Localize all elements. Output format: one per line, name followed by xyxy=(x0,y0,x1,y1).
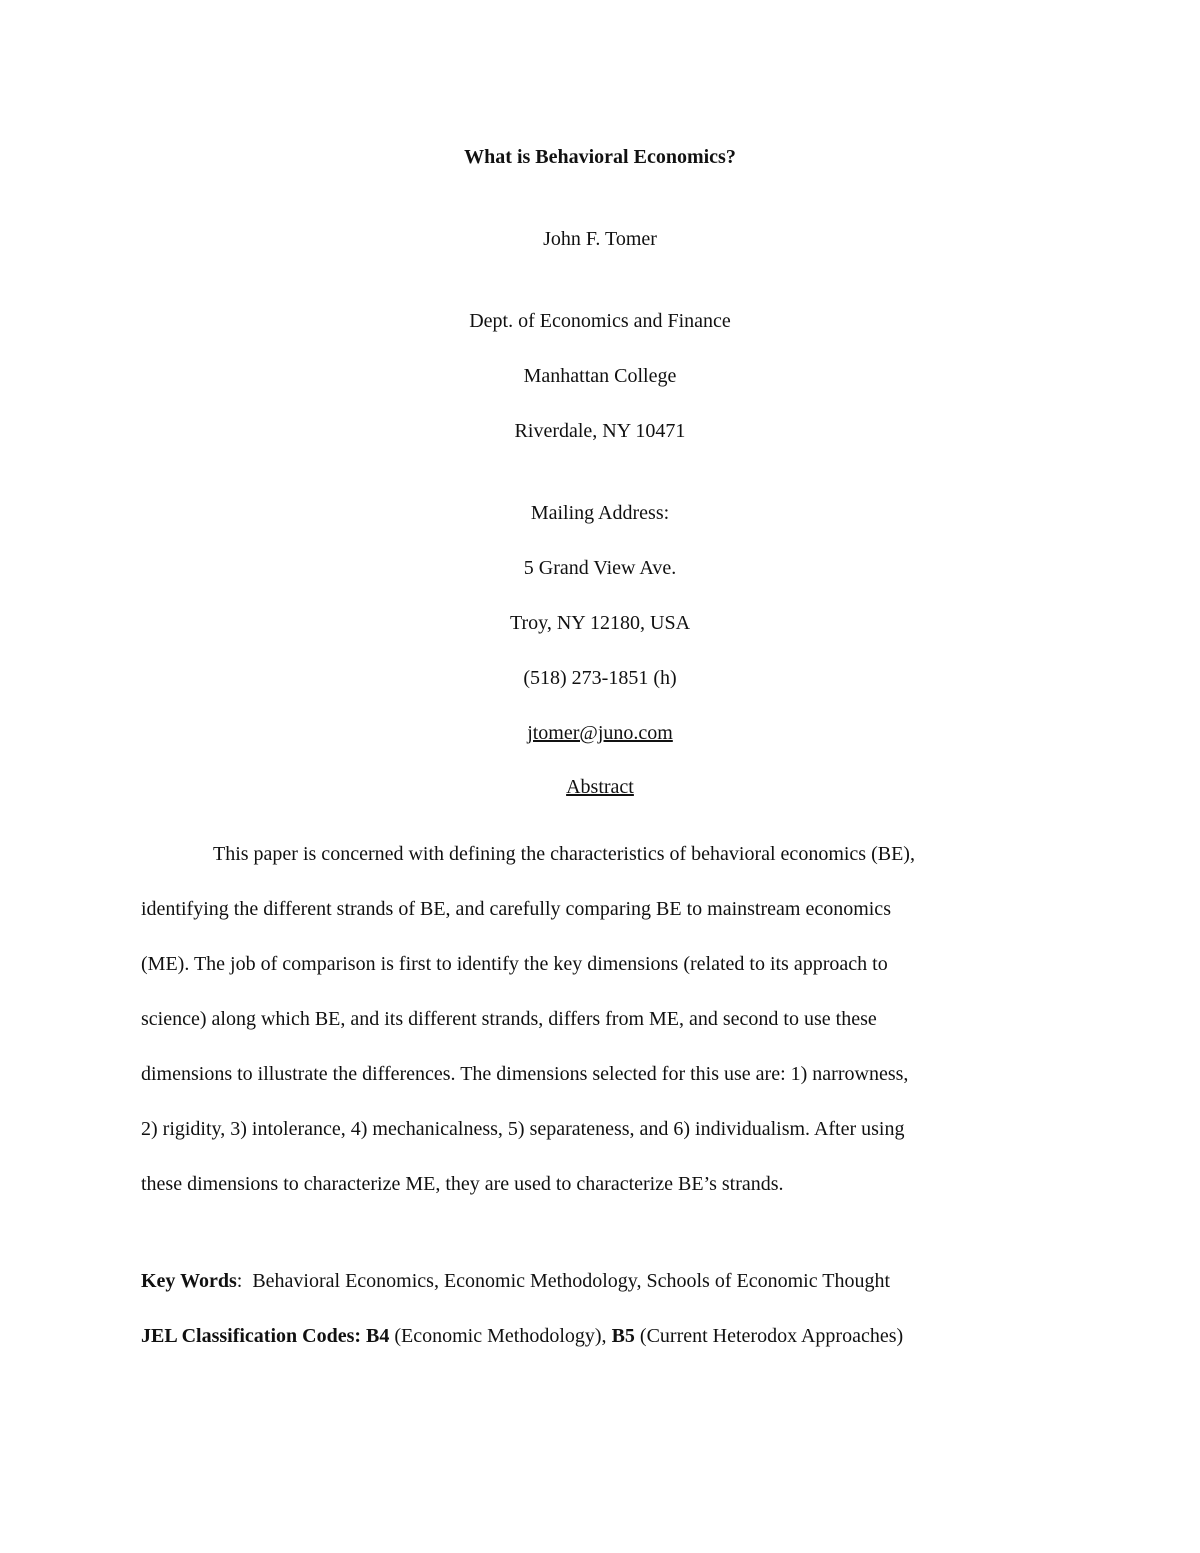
abstract-line: (ME). The job of comparison is first to identify the key dimensions (related to its approach to xyxy=(141,953,888,975)
email-link[interactable]: jtomer@juno.com xyxy=(527,722,673,744)
jel-desc-b5: (Current Heterodox Approaches) xyxy=(639,1325,904,1347)
jel-label: JEL Classification Codes: xyxy=(141,1325,362,1347)
affiliation-department: Dept. of Economics and Finance xyxy=(469,310,731,332)
mailing-city: Troy, NY 12180, USA xyxy=(509,612,691,634)
keywords-colon: : xyxy=(236,1270,243,1292)
abstract-line: identifying the different strands of BE, and carefully comparing BE to mainstream economics xyxy=(141,898,891,920)
abstract-line: dimensions to illustrate the differences. The dimensions selected for this use are: 1) narrowness, xyxy=(141,1063,909,1085)
abstract-heading xyxy=(0,775,1200,799)
keywords-text: Behavioral Economics, Economic Methodology, Schools of Economic Thought xyxy=(252,1270,890,1292)
keywords-label: Key Words xyxy=(141,1270,237,1292)
author-name: John F. Tomer xyxy=(543,228,657,250)
keywords-line xyxy=(141,1269,890,1293)
email-line xyxy=(0,721,1200,745)
abstract-body xyxy=(141,827,1051,1212)
abstract-line: This paper is concerned with defining the characteristics of behavioral economics (BE), xyxy=(213,843,915,865)
affiliation-location: Riverdale, NY 10471 xyxy=(514,420,686,442)
jel-code-b5: B5 xyxy=(611,1325,635,1347)
mailing-address-label: Mailing Address: xyxy=(530,502,670,524)
jel-desc-b4: (Economic Methodology), xyxy=(394,1325,607,1347)
mailing-street: 5 Grand View Ave. xyxy=(523,557,677,579)
abstract-line: these dimensions to characterize ME, they are used to characterize BE’s strands. xyxy=(141,1173,784,1195)
paper-title: What is Behavioral Economics? xyxy=(464,146,736,168)
jel-codes-line xyxy=(141,1324,903,1348)
affiliation-institution: Manhattan College xyxy=(523,365,677,387)
jel-code-b4: B4 xyxy=(366,1325,390,1347)
abstract-line: 2) rigidity, 3) intolerance, 4) mechanicalness, 5) separateness, and 6) individualism. After using xyxy=(141,1118,905,1140)
mailing-phone: (518) 273-1851 (h) xyxy=(523,667,677,689)
abstract-line: science) along which BE, and its different strands, differs from ME, and second to use these xyxy=(141,1008,877,1030)
abstract-heading-text: Abstract xyxy=(566,776,634,798)
